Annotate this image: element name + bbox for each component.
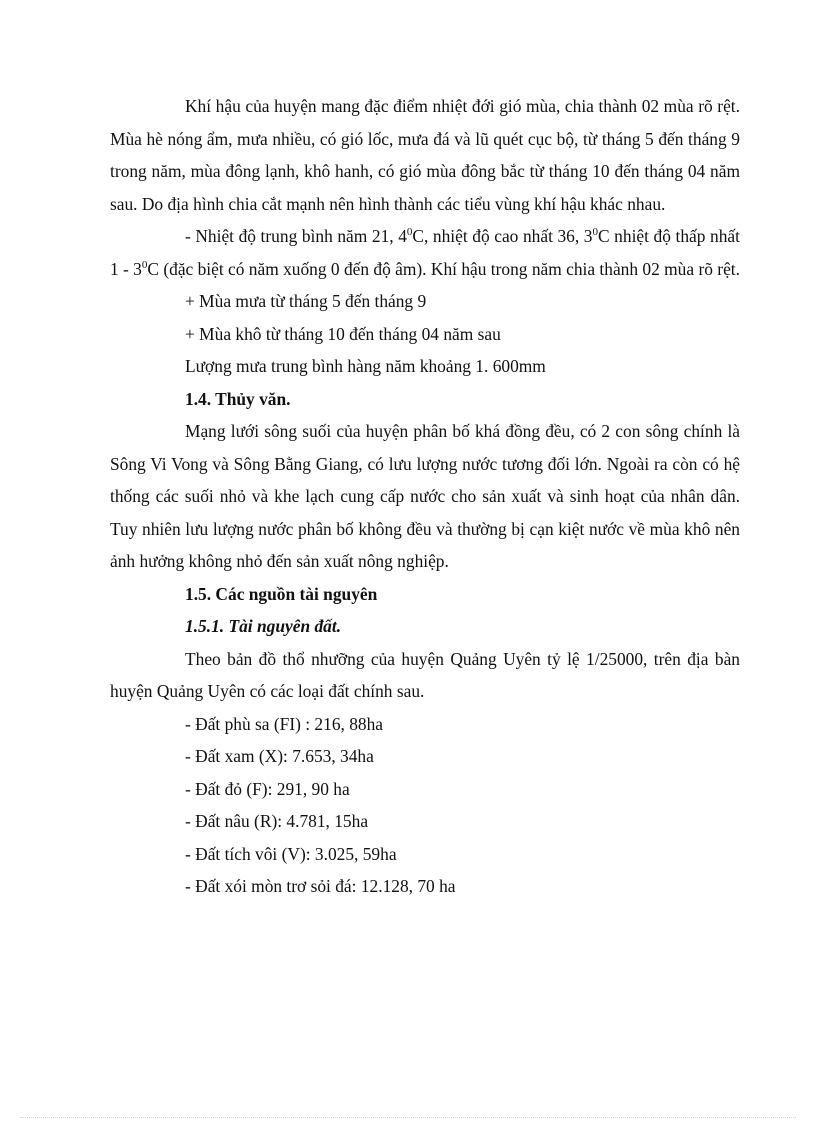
rainfall-line: Lượng mưa trung bình hàng năm khoảng 1. 600mm [185,356,546,376]
resources-heading: 1.5. Các nguồn tài nguyên [185,583,378,604]
climate-paragraph: Khí hậu của huyện mang đặc điểm nhiệt đới gió mùa, chia thành 02 mùa rõ rệt. Mùa hè nóng ẩm, mưa nhiều, có gió lốc, mưa đá và lũ quét cục bộ, từ tháng 5 đến tháng 9 trong năm, mùa đông lạnh, khô hanh, có gió mùa đông bắc từ tháng 10 đến tháng 04 năm sau. Do địa hình chia cắt mạnh nên hình thành các tiểu vùng khí hậu khác nhau. [110,96,740,214]
temperature-text-3: C nhiệt độ thấp nhất 1 - 3 [110,226,740,279]
hydrology-heading: 1.4. Thủy văn. [185,388,291,409]
temperature-text-1: - Nhiệt độ trung bình năm 21, 4 [185,226,407,246]
soil-type-item: - Đất xam (X): 7.653, 34ha [185,746,374,766]
land-intro-paragraph: Theo bản đồ thổ nhưỡng của huyện Quảng Uyên tỷ lệ 1/25000, trên địa bàn huyện Quảng Uyên có các loại đất chính sau. [110,648,740,701]
page-bottom-divider [20,1117,796,1118]
degree-superscript-2: 0 [592,226,598,238]
soil-type-item: - Đất nâu (R): 4.781, 15ha [185,811,369,831]
soil-type-item: - Đất phù sa (FI) : 216, 88ha [185,713,384,734]
degree-superscript-3: 0 [141,258,148,271]
soil-type-item: - Đất tích vôi (V): 3.025, 59ha [185,843,397,864]
temperature-text-2: C, nhiệt độ cao nhất 36, 3 [412,226,593,246]
soil-type-item: - Đất xói mòn trơ sỏi đá: 12.128, 70 ha [185,876,456,896]
degree-superscript-1: 0 [406,226,413,238]
soil-type-item: - Đất đỏ (F): 291, 90 ha [185,778,350,799]
dry-season-line: + Mùa khô từ tháng 10 đến tháng 04 năm sau [185,323,501,344]
temperature-paragraph [110,220,740,285]
rainy-season-line: + Mùa mưa từ tháng 5 đến tháng 9 [185,291,427,311]
document-body [110,90,740,903]
temperature-text-4: C (đặc biệt có năm xuống 0 đến độ âm). Khí hậu trong năm chia thành 02 mùa rõ rệt. [147,258,740,279]
land-resources-heading: 1.5.1. Tài nguyên đất. [185,616,342,636]
hydrology-paragraph: Mạng lưới sông suối của huyện phân bố khá đồng đều, có 2 con sông chính là Sông Vi Vong và Sông Bằng Giang, có lưu lượng nước tương đối lớn. Ngoài ra còn có hệ thống các suối nhỏ và khe lạch cung cấp nước cho sản xuất và sinh hoạt của nhân dân. Tuy nhiên lưu lượng nước phân bố không đều và thường bị cạn kiệt nước về mùa khô nên ảnh hưởng không nhỏ đến sản xuất nông nghiệp. [110,421,740,571]
